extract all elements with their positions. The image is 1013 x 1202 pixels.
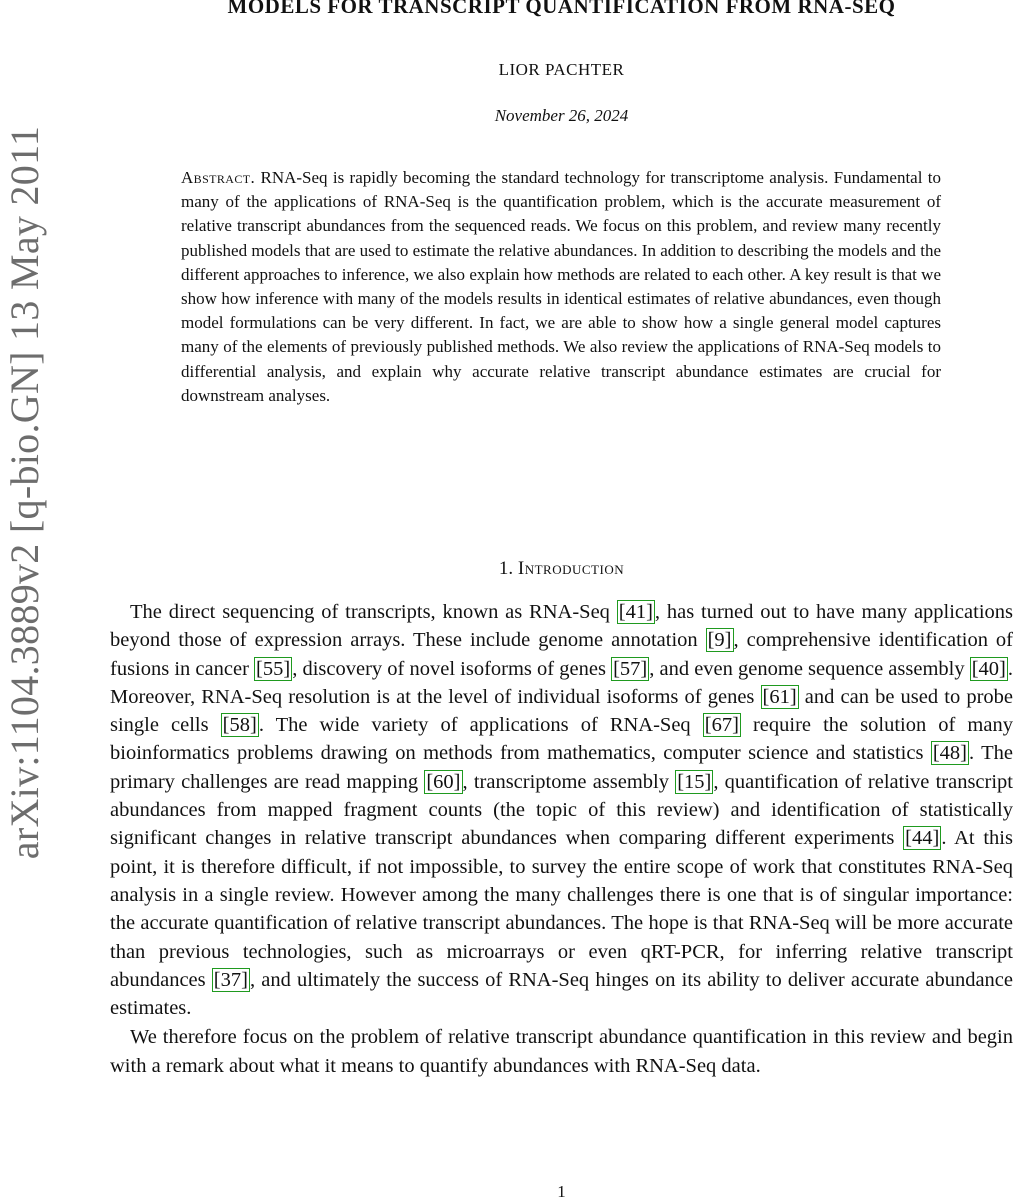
- section-number: 1.: [498, 558, 514, 579]
- paragraph-text: , has turned out to have many applications beyond those of expression arrays. These include genome annotation: [110, 601, 1013, 652]
- paragraph-text: . Moreover, RNA-Seq resolution is at the level of individual isoforms of genes: [110, 657, 1013, 708]
- paragraph-text: We therefore focus on the problem of relative transcript abundance quantification in this review and begin with a remark about what it means to quantify abundances with RNA-Seq data.: [110, 1026, 1013, 1077]
- abstract-label: Abstract.: [181, 168, 256, 187]
- citation-link[interactable]: [57]: [613, 657, 648, 680]
- citation-link[interactable]: [58]: [222, 714, 257, 737]
- citation-link[interactable]: [61]: [762, 685, 797, 708]
- paragraph-text: , transcriptome assembly: [462, 770, 676, 793]
- citation-link[interactable]: [41]: [618, 601, 653, 623]
- body-text: [110, 598, 1013, 1081]
- abstract-text: RNA-Seq is rapidly becoming the standard technology for transcriptome analysis. Fundamental to many of the applications of RNA-Seq is the quantification problem, which is the accurate measurement of relative transcript abundances from the sequenced reads. We focus on this problem, and review many recently published models that are used to estimate the relative abundances. In addition to describing the models and the different approaches to inference, we also explain how methods are related to each other. A key result is that we show how inference with many of the models results in identical estimates of relative abundances, even though model formulations can be very different. In fact, we are able to show how a single general model captures many of the elements of previously published methods. We also review the applications of RNA-Seq models to differential analysis, and explain why accurate relative transcript abundance estimates are crucial for downstream analyses.: [181, 168, 941, 405]
- section-heading: [110, 558, 1013, 580]
- arxiv-stamp-container: [0, 115, 50, 870]
- paragraph-text: The direct sequencing of transcripts, known as RNA-Seq: [130, 601, 617, 623]
- paragraph-text: , and ultimately the success of RNA-Seq hinges on its ability to deliver accurate abundance estimates.: [110, 968, 1013, 1020]
- citation-link[interactable]: [15]: [677, 770, 712, 793]
- citation-link[interactable]: [40]: [971, 657, 1006, 680]
- paragraph-text: . The wide variety of applications of RNA-Seq: [258, 714, 703, 737]
- paper-title: MODELS FOR TRANSCRIPT QUANTIFICATION FROM RNA-SEQ: [227, 0, 896, 18]
- arxiv-stamp: arXiv:1104.3889v2 [q-bio.GN] 13 May 2011: [2, 125, 48, 860]
- paragraph: [110, 1023, 1013, 1080]
- paragraph-text: . At this point, it is therefore difficult, if not impossible, to survey the entire scope of work that constitutes RNA-Seq analysis in a single review. However among the many challenges there is one that is of singular importance: the accurate quantification of relative transcript abundances. The hope is that RNA-Seq will be more accurate than previous technologies, such as microarrays or even qRT-PCR, for inferring relative transcript abundances: [110, 827, 1013, 991]
- citation-link[interactable]: [60]: [426, 770, 461, 793]
- page-number: 1: [557, 1182, 566, 1201]
- citation-link[interactable]: [67]: [704, 714, 739, 737]
- citation-link[interactable]: [44]: [905, 827, 940, 850]
- abstract: [181, 166, 941, 408]
- paragraph-text: , quantification of relative transcript abundances from mapped fragment counts (the topic of this review) and identification of statistically significant changes in relative transcript abundances when comparing different experiments: [110, 770, 1013, 850]
- paragraph-text: require the solution of many bioinformatics problems drawing on methods from mathematics, computer science and statistics: [110, 714, 1013, 765]
- citation-link[interactable]: [37]: [213, 968, 248, 991]
- citation-link[interactable]: [55]: [256, 657, 291, 680]
- paragraph-text: , and even genome sequence assembly: [649, 657, 970, 680]
- author-name: LIOR PACHTER: [498, 60, 625, 79]
- citation-link[interactable]: [48]: [932, 742, 967, 765]
- paragraph-text: and can be used to probe single cells: [110, 685, 1013, 737]
- section-title: Introduction: [517, 558, 625, 579]
- paragraph-text: . The primary challenges are read mapping: [110, 742, 1013, 793]
- citation-link[interactable]: [9]: [707, 629, 732, 652]
- paper-date: November 26, 2024: [494, 106, 629, 125]
- paragraph-text: , comprehensive identification of fusions in cancer: [110, 629, 1013, 680]
- paragraph: [110, 598, 1013, 1022]
- paragraph-text: , discovery of novel isoforms of genes: [292, 657, 612, 680]
